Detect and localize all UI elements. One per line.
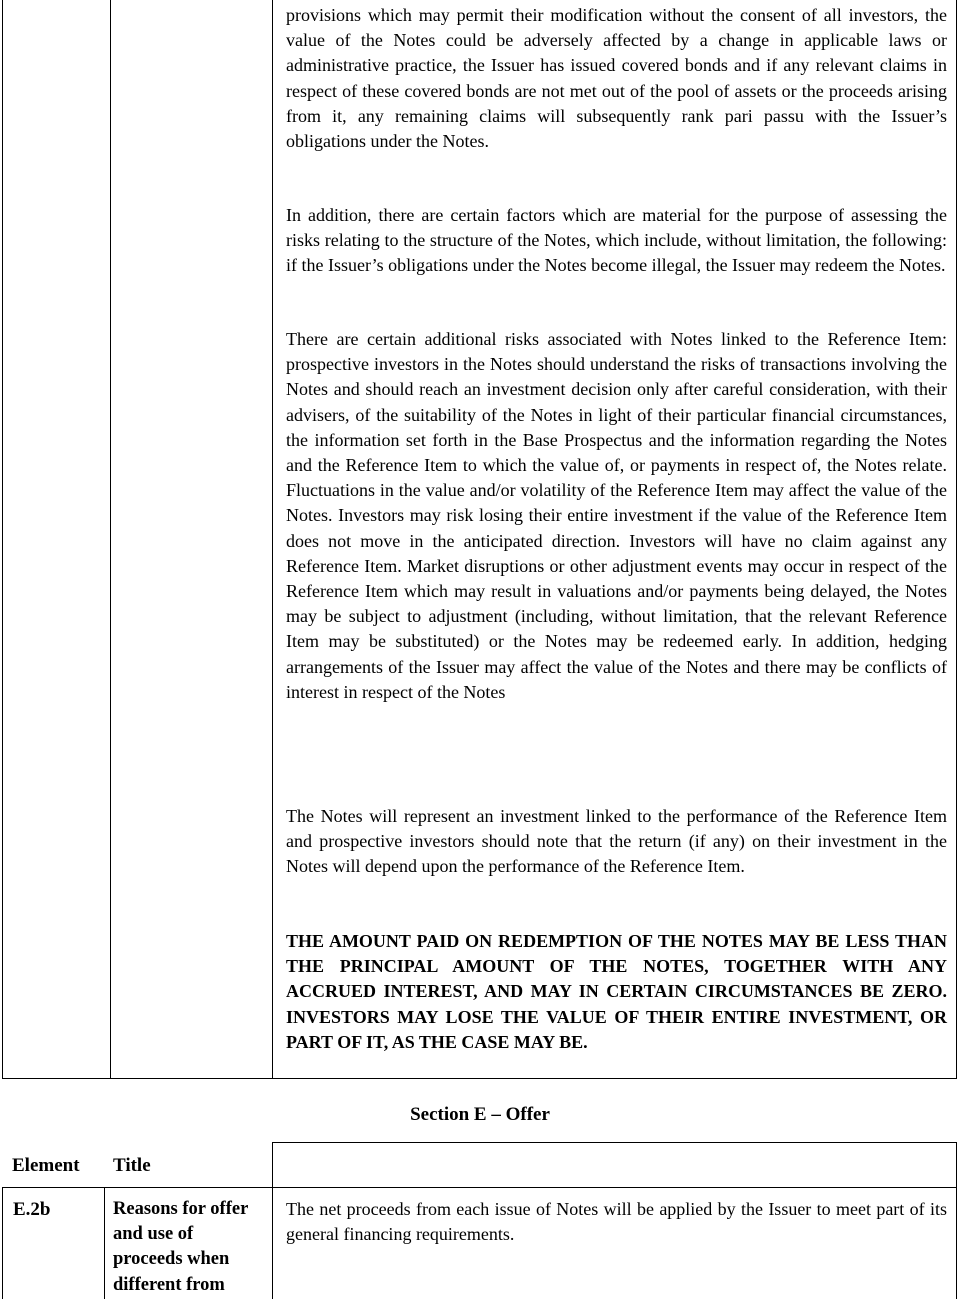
section-title: Section E – Offer (410, 1104, 550, 1125)
header-rule (272, 1142, 957, 1143)
header-divider (956, 1142, 957, 1187)
risk-paragraph-2: In addition, there are certain factors which are material for the purpose of assessing the risks relating to the structure of the Notes, which include, without limitation, the following: if the Issuer’s obligations under the Notes become illegal, the Issuer may redeem the Notes. (286, 205, 947, 276)
risk-paragraph-4: The Notes will represent an investment linked to the performance of the Reference Item and prospective investors should note that the return (if any) on their investment in the Notes will depend upon the performance of the Reference Item. (286, 806, 947, 877)
risk-paragraph-1: provisions which may permit their modification without the consent of all investors, the value of the Notes could be adversely affected by a change in applicable laws or administrative practice, the Issuer has issued covered bonds and if any relevant claims in respect of these covered bonds are not met out of the pool of assets or the proceeds arising from it, any remaining claims will subsequently rank pari passu with the Issuer’s obligations under the Notes. (286, 5, 947, 152)
element-title: Reasons for offer and use of proceeds when different from (113, 1199, 248, 1295)
column-divider (272, 0, 273, 1078)
element-content: The net proceeds from each issue of Notes will be applied by the Issuer to meet part of its general financing requirements. (286, 1199, 947, 1245)
risk-paragraph-3: There are certain additional risks associated with Notes linked to the Reference Item: prospective investors in the Notes should understand the risks of transactions involving the Notes and should reach an investment decision only after careful consideration, with their advisers, of the suitability of the Notes in light of their particular financial circumstances, the information set forth in the Base Prospectus and the information regarding the Notes and the Reference Item to which the value of, or payments in respect of, the Notes relate. Fluctuations in the value and/or volatility of the Reference Item may affect the value of the Notes. Investors may risk losing their entire investment if the value of the Reference Item does not move in the anticipated direction. Investors will have no claim against any Reference Item. Market disruptions or other adjustment events may occur in respect of the Reference Item which may result in valuations and/or payments being delayed, the Notes may be subject to adjustment (including, without limitation, that the relevant Reference Item may be substituted) or the Notes may be redeemed early. In addition, hedging arrangements of the Issuer may affect the value of the Notes and there may be conflicts of interest in respect of the Notes (286, 329, 947, 702)
header-divider (272, 1142, 273, 1187)
risk-warning: THE AMOUNT PAID ON REDEMPTION OF THE NOTES MAY BE LESS THAN THE PRINCIPAL AMOUNT OF THE NOTES, TOGETHER WITH ANY ACCRUED INTEREST, AND MAY IN CERTAIN CIRCUMSTANCES BE ZERO. INVESTORS MAY LOSE THE VALUE OF THEIR ENTIRE INVESTMENT, OR PART OF IT, AS THE CASE MAY BE. (286, 931, 947, 1052)
header-title: Title (113, 1155, 151, 1176)
column-divider (104, 1188, 105, 1299)
element-code: E.2b (13, 1199, 51, 1220)
column-divider (272, 1188, 273, 1299)
column-divider (110, 0, 111, 1078)
header-element: Element (12, 1155, 80, 1176)
